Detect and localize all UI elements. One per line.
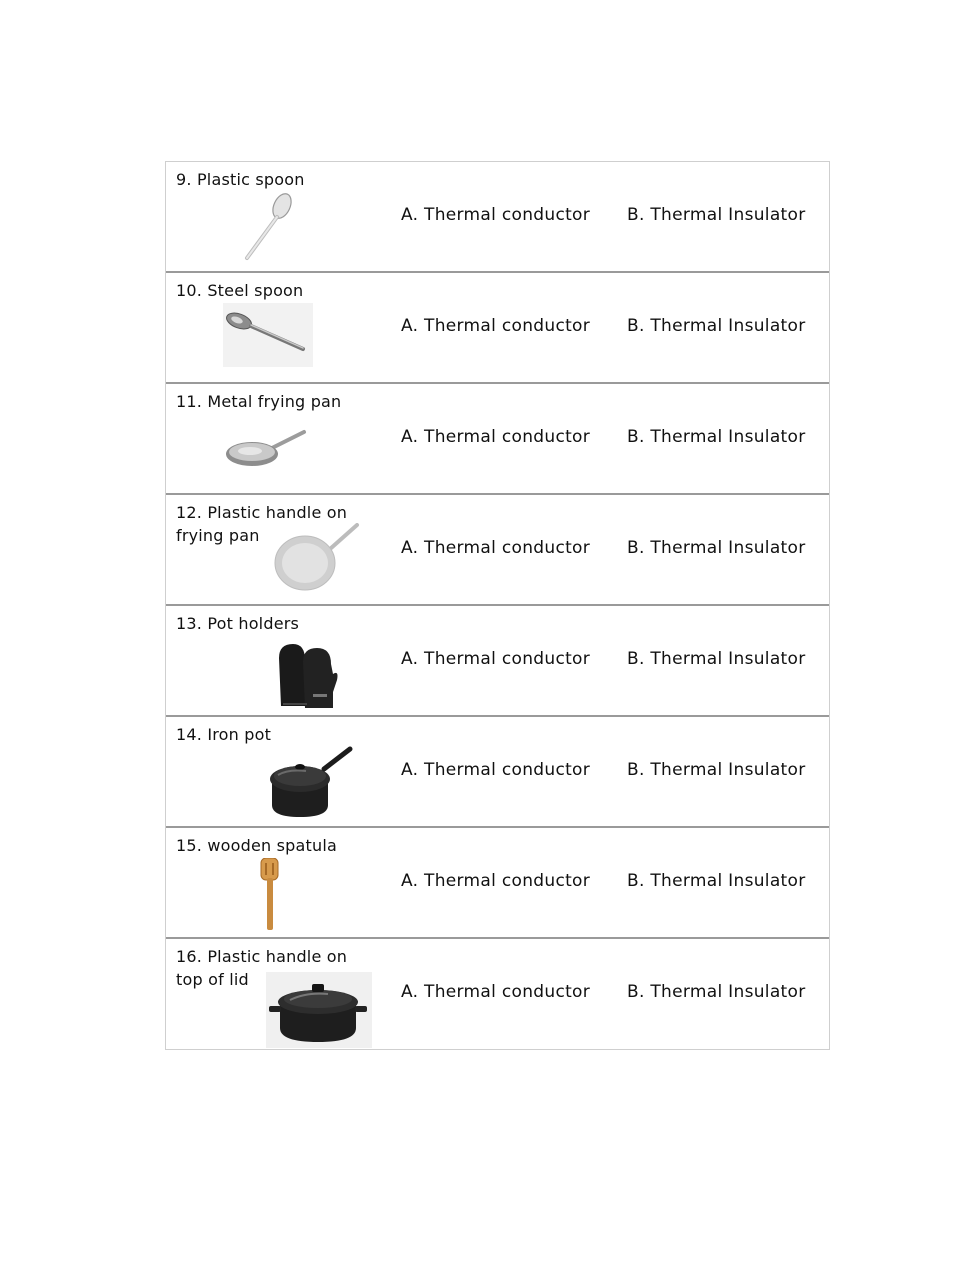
- worksheet-table: [165, 161, 830, 1050]
- lidded-pot-icon: [266, 972, 372, 1048]
- question-row: [166, 606, 829, 717]
- question-label: 14. Iron pot: [176, 725, 272, 744]
- question-label: 10. Steel spoon: [176, 281, 304, 300]
- question-label: 9. Plastic spoon: [176, 170, 305, 189]
- question-label: 13. Pot holders: [176, 614, 300, 633]
- oven-mitts-icon: [271, 638, 341, 710]
- question-row: [166, 495, 829, 606]
- question-label: 11. Metal frying pan: [176, 392, 342, 411]
- option-a-thermal-conductor[interactable]: A. Thermal conductor: [401, 649, 591, 669]
- steel-spoon-icon: [223, 303, 313, 367]
- plastic-spoon-icon: [238, 192, 298, 262]
- option-b-thermal-insulator[interactable]: B. Thermal Insulator: [627, 760, 806, 780]
- option-a-thermal-conductor[interactable]: A. Thermal conductor: [401, 427, 591, 447]
- question-row: [166, 717, 829, 828]
- option-b-thermal-insulator[interactable]: B. Thermal Insulator: [627, 649, 806, 669]
- option-a-thermal-conductor[interactable]: A. Thermal conductor: [401, 538, 591, 558]
- option-a-thermal-conductor[interactable]: A. Thermal conductor: [401, 982, 591, 1002]
- iron-pot-icon: [266, 745, 356, 821]
- question-row: [166, 162, 829, 273]
- option-b-thermal-insulator[interactable]: B. Thermal Insulator: [627, 427, 806, 447]
- question-row: [166, 273, 829, 384]
- question-row: [166, 939, 829, 1049]
- wooden-spatula-icon: [258, 858, 282, 930]
- option-b-thermal-insulator[interactable]: B. Thermal Insulator: [627, 982, 806, 1002]
- option-b-thermal-insulator[interactable]: B. Thermal Insulator: [627, 871, 806, 891]
- metal-frying-pan-icon: [224, 426, 308, 472]
- option-a-thermal-conductor[interactable]: A. Thermal conductor: [401, 760, 591, 780]
- question-row: [166, 828, 829, 939]
- question-label: 15. wooden spatula: [176, 836, 337, 855]
- option-b-thermal-insulator[interactable]: B. Thermal Insulator: [627, 316, 806, 336]
- option-a-thermal-conductor[interactable]: A. Thermal conductor: [401, 871, 591, 891]
- frying-pan-plastic-handle-icon: [271, 523, 361, 595]
- question-label: 16. Plastic handle on top of lid: [176, 947, 348, 989]
- option-a-thermal-conductor[interactable]: A. Thermal conductor: [401, 316, 591, 336]
- question-row: [166, 384, 829, 495]
- option-b-thermal-insulator[interactable]: B. Thermal Insulator: [627, 205, 806, 225]
- option-b-thermal-insulator[interactable]: B. Thermal Insulator: [627, 538, 806, 558]
- option-a-thermal-conductor[interactable]: A. Thermal conductor: [401, 205, 591, 225]
- question-label: 12. Plastic handle on frying pan: [176, 503, 348, 545]
